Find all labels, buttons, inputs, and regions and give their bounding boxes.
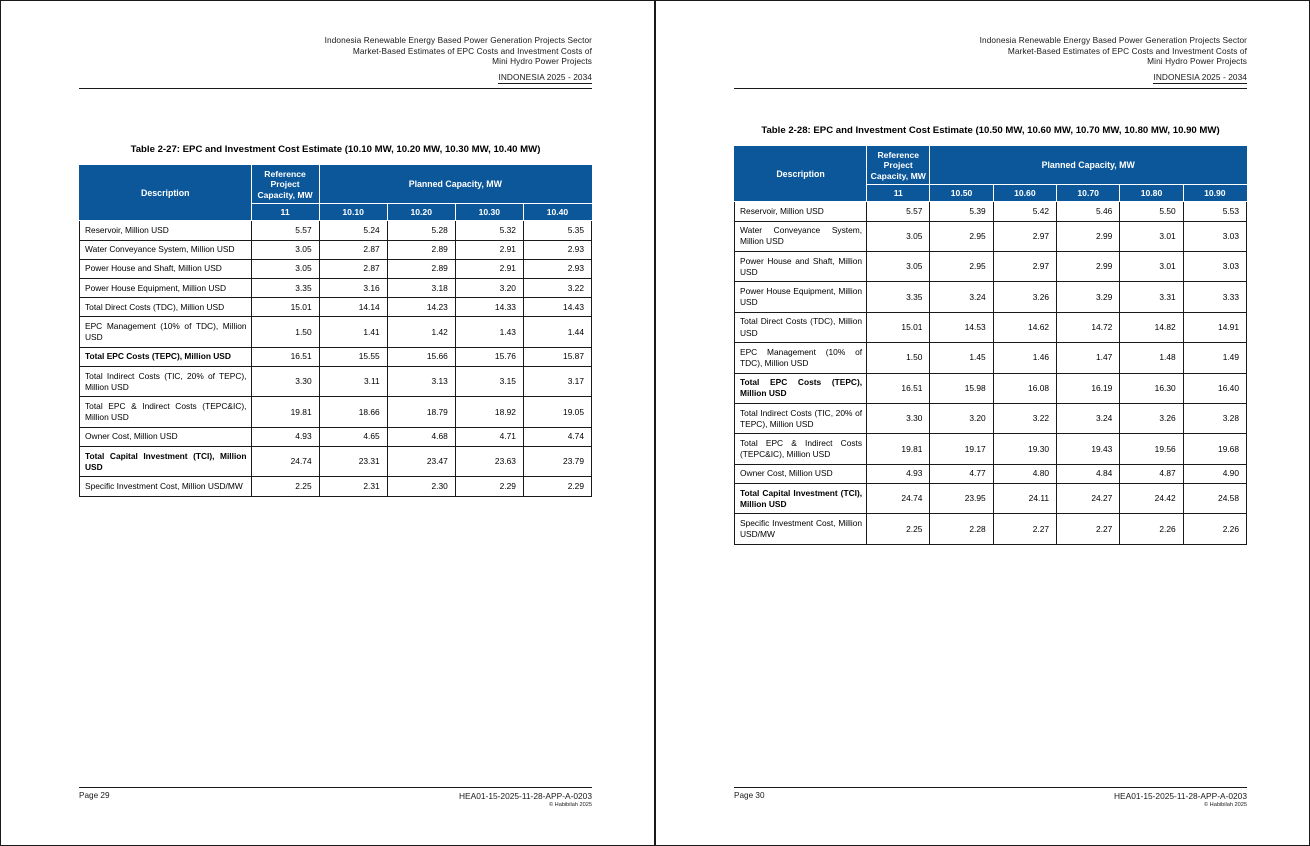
row-value: 15.01 [867, 312, 930, 342]
row-value: 3.05 [251, 240, 319, 259]
row-value: 5.32 [455, 221, 523, 240]
running-header-left [79, 1, 592, 89]
row-value: 4.90 [1183, 464, 1246, 483]
row-value: 1.43 [455, 317, 523, 347]
row-value: 2.25 [251, 477, 319, 496]
row-label: Power House and Shaft, Million USD [735, 252, 867, 282]
table-row [735, 514, 1247, 544]
col-header-description: Description [80, 166, 252, 221]
row-value: 1.49 [1183, 343, 1246, 373]
row-value: 3.05 [867, 221, 930, 251]
row-value: 2.30 [387, 477, 455, 496]
table-head [80, 166, 592, 221]
row-value: 2.97 [993, 221, 1056, 251]
table-row [80, 279, 592, 298]
row-value: 16.19 [1057, 373, 1120, 403]
row-value: 2.95 [930, 252, 993, 282]
row-value: 15.76 [455, 347, 523, 366]
subheader-planned-1: 10.10 [319, 204, 387, 221]
row-label: Total Direct Costs (TDC), Million USD [80, 298, 252, 317]
row-value: 3.01 [1120, 252, 1183, 282]
row-value: 14.91 [1183, 312, 1246, 342]
row-value: 5.35 [523, 221, 591, 240]
running-footer-right [734, 787, 1247, 810]
row-value: 16.30 [1120, 373, 1183, 403]
row-value: 24.74 [251, 447, 319, 477]
row-value: 14.43 [523, 298, 591, 317]
row-value: 2.93 [523, 240, 591, 259]
table-block-2-28 [734, 89, 1247, 545]
row-value: 5.57 [867, 202, 930, 221]
table-block-2-27 [79, 89, 592, 497]
row-value: 3.29 [1057, 282, 1120, 312]
footer-rule [79, 787, 592, 788]
row-value: 24.11 [993, 484, 1056, 514]
header-line-1: Indonesia Renewable Energy Based Power Generation Projects Sector [979, 35, 1247, 45]
table-head [735, 147, 1247, 202]
row-label: EPC Management (10% of TDC), Million USD [735, 343, 867, 373]
row-value: 4.93 [251, 427, 319, 446]
row-value: 3.22 [523, 279, 591, 298]
header-line-2: Market-Based Estimates of EPC Costs and Investment Costs of [1007, 45, 1247, 56]
table-row [735, 464, 1247, 483]
row-value: 3.15 [455, 367, 523, 397]
table-caption-2-28: Table 2-28: EPC and Investment Cost Estimate (10.50 MW, 10.60 MW, 10.70 MW, 10.80 MW, 10.90 MW) [761, 124, 1220, 136]
footer-rule [734, 787, 1247, 788]
row-value: 5.39 [930, 202, 993, 221]
cost-table-2-27 [79, 165, 592, 497]
row-value: 3.30 [251, 367, 319, 397]
row-value: 23.63 [455, 447, 523, 477]
col-header-reference-capacity: Reference Project Capacity, MW [867, 147, 930, 185]
row-value: 2.25 [867, 514, 930, 544]
row-value: 3.05 [867, 252, 930, 282]
row-value: 14.62 [993, 312, 1056, 342]
table-body-2-28 [735, 202, 1247, 544]
row-label: Total Direct Costs (TDC), Million USD [735, 312, 867, 342]
row-value: 16.51 [867, 373, 930, 403]
row-value: 5.28 [387, 221, 455, 240]
row-value: 1.50 [867, 343, 930, 373]
table-row [735, 252, 1247, 282]
row-value: 4.84 [1057, 464, 1120, 483]
subheader-planned-2: 10.20 [387, 204, 455, 221]
row-label: Owner Cost, Million USD [735, 464, 867, 483]
copyright-notice: © Habibilah 2025 [1204, 802, 1247, 808]
table-body-2-27 [80, 221, 592, 496]
row-value: 5.24 [319, 221, 387, 240]
subheader-reference-value: 11 [251, 204, 319, 221]
row-value: 19.43 [1057, 434, 1120, 464]
row-value: 24.27 [1057, 484, 1120, 514]
row-value: 24.74 [867, 484, 930, 514]
row-label: Reservoir, Million USD [80, 221, 252, 240]
row-value: 1.41 [319, 317, 387, 347]
row-value: 3.01 [1120, 221, 1183, 251]
row-value: 14.33 [455, 298, 523, 317]
row-label: Total Capital Investment (TCI), Million USD [735, 484, 867, 514]
row-value: 4.74 [523, 427, 591, 446]
row-value: 1.47 [1057, 343, 1120, 373]
table-row [735, 202, 1247, 221]
row-value: 15.66 [387, 347, 455, 366]
row-value: 4.68 [387, 427, 455, 446]
row-value: 3.26 [1120, 404, 1183, 434]
row-value: 16.08 [993, 373, 1056, 403]
row-value: 16.51 [251, 347, 319, 366]
subheader-planned-3: 10.70 [1057, 185, 1120, 202]
row-value: 2.26 [1120, 514, 1183, 544]
subheader-planned-3: 10.30 [455, 204, 523, 221]
page-number-label: Page 29 [79, 790, 110, 800]
row-value: 15.87 [523, 347, 591, 366]
row-value: 19.81 [251, 397, 319, 427]
row-value: 19.56 [1120, 434, 1183, 464]
row-value: 14.14 [319, 298, 387, 317]
row-value: 2.29 [523, 477, 591, 496]
row-value: 3.35 [867, 282, 930, 312]
row-value: 18.92 [455, 397, 523, 427]
table-caption-2-27: Table 2-27: EPC and Investment Cost Estimate (10.10 MW, 10.20 MW, 10.30 MW, 10.40 MW) [130, 143, 541, 155]
copyright-notice: © Habibilah 2025 [549, 802, 592, 808]
table-row [735, 282, 1247, 312]
cost-table-2-28 [734, 146, 1247, 545]
row-value: 5.46 [1057, 202, 1120, 221]
table-row [80, 240, 592, 259]
row-value: 2.29 [455, 477, 523, 496]
header-line-2: Market-Based Estimates of EPC Costs and Investment Costs of [352, 45, 592, 56]
header-line-1: Indonesia Renewable Energy Based Power Generation Projects Sector [324, 35, 592, 45]
row-value: 15.01 [251, 298, 319, 317]
table-row [80, 347, 592, 366]
row-value: 3.18 [387, 279, 455, 298]
row-value: 2.93 [523, 259, 591, 278]
table-row [80, 397, 592, 427]
row-value: 14.72 [1057, 312, 1120, 342]
row-value: 2.91 [455, 240, 523, 259]
table-row [80, 317, 592, 347]
header-edition: INDONESIA 2025 - 2034 [498, 71, 592, 82]
table-row [80, 447, 592, 477]
table-row [80, 367, 592, 397]
row-value: 3.05 [251, 259, 319, 278]
row-label: Power House and Shaft, Million USD [80, 259, 252, 278]
row-label: Total EPC Costs (TEPC), Million USD [735, 373, 867, 403]
row-value: 24.42 [1120, 484, 1183, 514]
row-label: Specific Investment Cost, Million USD/MW [735, 514, 867, 544]
row-value: 4.77 [930, 464, 993, 483]
document-code: HEA01-15-2025-11-28-APP-A-0203 [1114, 790, 1247, 801]
row-value: 5.57 [251, 221, 319, 240]
row-value: 2.89 [387, 259, 455, 278]
row-value: 19.30 [993, 434, 1056, 464]
row-value: 4.80 [993, 464, 1056, 483]
header-line-3: Mini Hydro Power Projects [492, 56, 592, 66]
row-value: 3.20 [455, 279, 523, 298]
row-label: Reservoir, Million USD [735, 202, 867, 221]
subheader-planned-2: 10.60 [993, 185, 1056, 202]
table-row [80, 259, 592, 278]
table-header-row-top [80, 166, 592, 204]
row-value: 3.31 [1120, 282, 1183, 312]
table-row [735, 404, 1247, 434]
subheader-planned-4: 10.40 [523, 204, 591, 221]
row-value: 4.93 [867, 464, 930, 483]
row-value: 2.27 [993, 514, 1056, 544]
row-value: 19.17 [930, 434, 993, 464]
row-value: 3.24 [930, 282, 993, 312]
row-value: 3.35 [251, 279, 319, 298]
row-value: 3.03 [1183, 252, 1246, 282]
row-label: Total EPC & Indirect Costs (TEPC&IC), Million USD [80, 397, 252, 427]
table-row [735, 343, 1247, 373]
row-value: 14.23 [387, 298, 455, 317]
row-value: 19.81 [867, 434, 930, 464]
row-value: 3.20 [930, 404, 993, 434]
table-row [80, 298, 592, 317]
row-label: Water Conveyance System, Million USD [80, 240, 252, 259]
row-value: 1.48 [1120, 343, 1183, 373]
row-value: 3.22 [993, 404, 1056, 434]
col-header-description: Description [735, 147, 867, 202]
row-value: 2.95 [930, 221, 993, 251]
row-value: 14.53 [930, 312, 993, 342]
row-value: 5.53 [1183, 202, 1246, 221]
header-line-3: Mini Hydro Power Projects [1147, 56, 1247, 66]
row-value: 5.42 [993, 202, 1056, 221]
table-row [735, 373, 1247, 403]
row-label: Total EPC Costs (TEPC), Million USD [80, 347, 252, 366]
table-row [80, 221, 592, 240]
row-value: 3.16 [319, 279, 387, 298]
running-footer-left [79, 787, 592, 810]
document-code: HEA01-15-2025-11-28-APP-A-0203 [459, 790, 592, 801]
row-value: 19.68 [1183, 434, 1246, 464]
col-header-planned-capacity: Planned Capacity, MW [319, 166, 591, 204]
subheader-planned-4: 10.80 [1120, 185, 1183, 202]
row-value: 1.45 [930, 343, 993, 373]
row-value: 2.89 [387, 240, 455, 259]
table-row [735, 434, 1247, 464]
row-value: 2.87 [319, 240, 387, 259]
col-header-planned-capacity: Planned Capacity, MW [930, 147, 1247, 185]
row-value: 14.82 [1120, 312, 1183, 342]
document-page-right [655, 0, 1310, 846]
row-value: 2.26 [1183, 514, 1246, 544]
row-value: 4.71 [455, 427, 523, 446]
row-value: 15.55 [319, 347, 387, 366]
row-value: 2.97 [993, 252, 1056, 282]
page-number-label: Page 30 [734, 790, 765, 800]
row-label: Water Conveyance System, Million USD [735, 221, 867, 251]
table-row [735, 221, 1247, 251]
row-value: 2.91 [455, 259, 523, 278]
row-label: Total Indirect Costs (TIC, 20% of TEPC), Million USD [80, 367, 252, 397]
row-label: Owner Cost, Million USD [80, 427, 252, 446]
row-value: 23.79 [523, 447, 591, 477]
row-value: 3.30 [867, 404, 930, 434]
row-value: 2.87 [319, 259, 387, 278]
row-value: 3.28 [1183, 404, 1246, 434]
row-value: 1.50 [251, 317, 319, 347]
row-label: Power House Equipment, Million USD [80, 279, 252, 298]
table-row [80, 427, 592, 446]
row-value: 1.42 [387, 317, 455, 347]
row-value: 3.13 [387, 367, 455, 397]
row-value: 16.40 [1183, 373, 1246, 403]
row-label: Total EPC & Indirect Costs (TEPC&IC), Million USD [735, 434, 867, 464]
row-value: 2.27 [1057, 514, 1120, 544]
row-label: Total Indirect Costs (TIC, 20% of TEPC), Million USD [735, 404, 867, 434]
row-value: 2.31 [319, 477, 387, 496]
row-value: 3.17 [523, 367, 591, 397]
row-label: Specific Investment Cost, Million USD/MW [80, 477, 252, 496]
row-value: 4.87 [1120, 464, 1183, 483]
row-value: 18.79 [387, 397, 455, 427]
row-label: Power House Equipment, Million USD [735, 282, 867, 312]
row-value: 23.47 [387, 447, 455, 477]
row-value: 3.03 [1183, 221, 1246, 251]
row-value: 15.98 [930, 373, 993, 403]
subheader-planned-1: 10.50 [930, 185, 993, 202]
row-value: 2.28 [930, 514, 993, 544]
row-value: 2.99 [1057, 221, 1120, 251]
row-value: 5.50 [1120, 202, 1183, 221]
table-row [735, 484, 1247, 514]
subheader-reference-value: 11 [867, 185, 930, 202]
row-value: 2.99 [1057, 252, 1120, 282]
row-value: 19.05 [523, 397, 591, 427]
table-row [735, 312, 1247, 342]
table-row [80, 477, 592, 496]
table-header-row-top [735, 147, 1247, 185]
row-value: 3.11 [319, 367, 387, 397]
running-header-right [734, 1, 1247, 89]
row-value: 1.46 [993, 343, 1056, 373]
col-header-reference-capacity: Reference Project Capacity, MW [251, 166, 319, 204]
row-value: 1.44 [523, 317, 591, 347]
subheader-planned-5: 10.90 [1183, 185, 1246, 202]
row-label: EPC Management (10% of TDC), Million USD [80, 317, 252, 347]
row-value: 24.58 [1183, 484, 1246, 514]
row-label: Total Capital Investment (TCI), Million USD [80, 447, 252, 477]
header-edition: INDONESIA 2025 - 2034 [1153, 71, 1247, 82]
row-value: 4.65 [319, 427, 387, 446]
row-value: 3.26 [993, 282, 1056, 312]
row-value: 23.95 [930, 484, 993, 514]
row-value: 3.24 [1057, 404, 1120, 434]
row-value: 18.66 [319, 397, 387, 427]
row-value: 23.31 [319, 447, 387, 477]
row-value: 3.33 [1183, 282, 1246, 312]
